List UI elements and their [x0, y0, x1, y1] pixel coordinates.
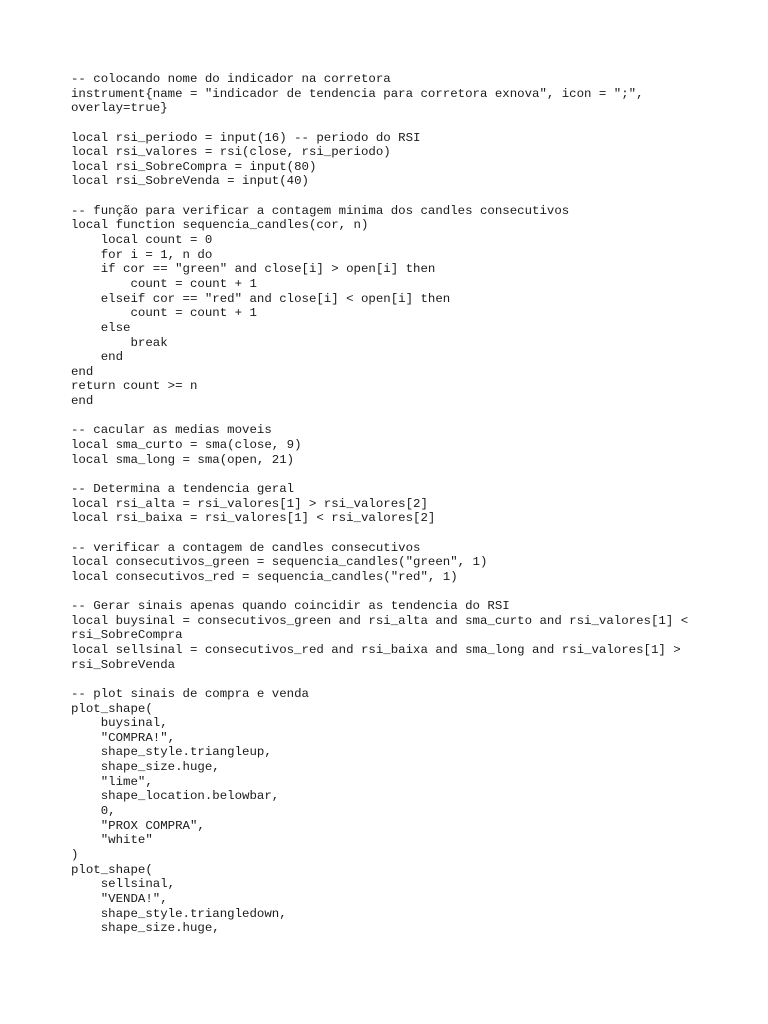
- code-line: plot_shape(: [71, 701, 153, 716]
- code-line: local rsi_valores = rsi(close, rsi_periodo): [71, 145, 391, 160]
- code-line: "white": [71, 833, 153, 848]
- code-listing: [71, 72, 751, 936]
- code-line: "VENDA!",: [71, 891, 168, 906]
- code-line: "lime",: [71, 774, 153, 789]
- code-line: return count >= n: [71, 379, 198, 394]
- code-line: -- Determina a tendencia geral: [71, 481, 295, 496]
- code-line: instrument{name = "indicador de tendencia para corretora exnova", icon = ";",: [71, 86, 644, 101]
- code-line: local sellsinal = consecutivos_red and rsi_baixa and sma_long and rsi_valores[1] >: [71, 642, 681, 657]
- code-line: else: [71, 320, 131, 335]
- code-line: break: [71, 335, 168, 350]
- code-line: local count = 0: [71, 233, 213, 248]
- code-line: count = count + 1: [71, 306, 257, 321]
- code-line: [71, 467, 751, 482]
- code-line: -- cacular as medias moveis: [71, 423, 272, 438]
- code-line: sellsinal,: [71, 877, 176, 892]
- code-line: end: [71, 364, 94, 379]
- code-line: local rsi_baixa = rsi_valores[1] < rsi_valores[2]: [71, 511, 436, 526]
- code-line: shape_style.triangledown,: [71, 906, 287, 921]
- code-line: local rsi_SobreCompra = input(80): [71, 159, 317, 174]
- code-line: local function sequencia_candles(cor, n): [71, 218, 369, 233]
- code-line: -- colocando nome do indicador na corretora: [71, 72, 391, 86]
- code-line: local sma_curto = sma(close, 9): [71, 438, 302, 453]
- code-line: "COMPRA!",: [71, 730, 176, 745]
- code-line: local buysinal = consecutivos_green and rsi_alta and sma_curto and rsi_valores[1] <: [71, 613, 689, 628]
- code-line: -- Gerar sinais apenas quando coincidir as tendencia do RSI: [71, 599, 510, 614]
- code-line: if cor == "green" and close[i] > open[i] then: [71, 262, 436, 277]
- code-line: for i = 1, n do: [71, 247, 213, 262]
- code-line: -- verificar a contagem de candles consecutivos: [71, 540, 421, 555]
- code-line: [71, 584, 751, 599]
- code-line: -- plot sinais de compra e venda: [71, 686, 309, 701]
- code-line: elseif cor == "red" and close[i] < open[i] then: [71, 291, 451, 306]
- code-line: shape_size.huge,: [71, 760, 220, 775]
- code-line: buysinal,: [71, 716, 168, 731]
- code-line: local sma_long = sma(open, 21): [71, 452, 295, 467]
- code-line: local rsi_alta = rsi_valores[1] > rsi_valores[2]: [71, 496, 428, 511]
- code-line: ): [71, 847, 79, 862]
- code-line: plot_shape(: [71, 862, 153, 877]
- code-line: 0,: [71, 804, 116, 819]
- code-line: [71, 409, 751, 424]
- code-line: [71, 189, 751, 204]
- code-line: shape_size.huge,: [71, 921, 220, 936]
- code-line: end: [71, 350, 124, 365]
- code-line: local consecutivos_red = sequencia_candles("red", 1): [71, 569, 458, 584]
- code-line: [71, 526, 751, 541]
- code-line: rsi_SobreVenda: [71, 657, 176, 672]
- code-line: shape_style.triangleup,: [71, 745, 272, 760]
- code-line: local rsi_periodo = input(16) -- periodo do RSI: [71, 130, 421, 145]
- code-line: overlay=true}: [71, 101, 168, 116]
- code-line: local rsi_SobreVenda = input(40): [71, 174, 309, 189]
- code-line: -- função para verificar a contagem minima dos candles consecutivos: [71, 203, 570, 218]
- code-line: [71, 672, 751, 687]
- code-line: [71, 116, 751, 131]
- code-line: "PROX COMPRA",: [71, 818, 205, 833]
- code-line: rsi_SobreCompra: [71, 628, 183, 643]
- code-line: end: [71, 394, 94, 409]
- code-line: count = count + 1: [71, 276, 257, 291]
- code-line: local consecutivos_green = sequencia_candles("green", 1): [71, 555, 488, 570]
- code-line: shape_location.belowbar,: [71, 789, 280, 804]
